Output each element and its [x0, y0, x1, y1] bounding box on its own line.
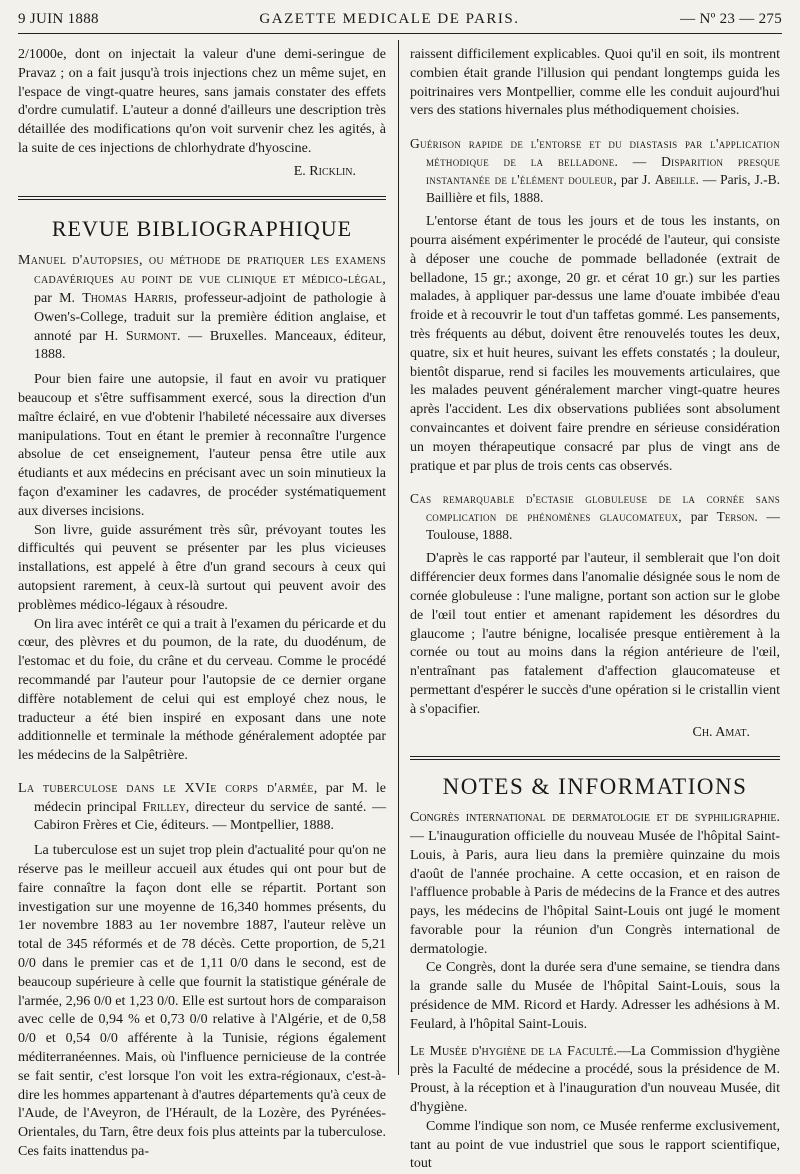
- section-rule: [410, 756, 780, 760]
- section-title-revue: REVUE BIBLIOGRAPHIQUE: [51, 215, 353, 241]
- column-divider: [398, 40, 399, 1075]
- news-title: Congrès international de dermatologie et de syphiligraphie.: [410, 810, 780, 826]
- news-item-congres: Congrès international de dermatologie et de syphiligraphie. — L'inauguration officielle du nouveau Musée de l'hôpital Saint-Louis, à Paris, aura lieu dans la première quinzaine du mois d'août de l'année prochaine. A cette occasion, et en raison de l'affluence probable à Paris de médecins de la France et des autres pays, les médecins de l'hôpital Saint-Louis ont jugé le moment favorable pour la réunion d'un Congrès international de dermatologie.: [410, 810, 780, 957]
- news-item-musee: Le Musée d'hygiène de la Faculté.—La Commission d'hygiène près la Faculté de médecine a procédé, sous la présidence de M. Proust, à la réception et à l'inauguration d'un nouveau Musée, dit d'hygiène.: [410, 1043, 780, 1116]
- body-paragraph: Comme l'indique son nom, ce Musée renferme exclusivement, tant au point de vue industriel que sous le rapport scientifique, tout: [410, 1118, 780, 1172]
- news-title: Le Musée d'hygiène de la Faculté.: [410, 1043, 617, 1059]
- right-column: [410, 46, 780, 1172]
- body-paragraph: Pour bien faire une autopsie, il faut en avoir vu pratiquer beaucoup et s'être suffisamment exercé, sous la direction d'un maître éclairé, en vue d'obtenir l'habileté nécessaire aux diverses manipulations. Tout en étant le premier à reconnaître l'urgence absolue de cet enseignement, l'auteur pensa être utile aux étudiants et aux médecins en précisant avec un soin minutieux la façon d'examiner les cadavres, de procéder systématiquement aux diverses incisions.: [18, 372, 386, 519]
- review-annotator: Surmont: [125, 328, 177, 344]
- issue-page-number: — Nº 23 — 275: [680, 11, 782, 27]
- review-author: Thomas Harris: [82, 290, 174, 306]
- body-paragraph: D'après le cas rapporté par l'auteur, il semblerait que l'on doit différencier deux formes dans l'anomalie désignée sous le nom de cornée globuleuse : l'une maligne, portant son action sur le globe de l'œil tout entier et amenant rapidement les désordres du glaucome ; l'autre bénigne, localisée presque entièrement à la cornée ou tout au moins dans la région antérieure de l'œil, n'entraînant pas fatalement d'affection glaucomateuse et permettant d'espérer le succès d'une opération si le cristallin vient à s'opacifier.: [410, 551, 780, 717]
- review-title: Manuel d'autopsies, ou méthode de pratiquer les examens cadavériques au point de vue clinique et médico-légal,: [18, 253, 386, 288]
- review-heading-ectasie: Cas remarquable d'ectasie globuleuse de la cornée sans complication de phénomènes glaucomateux, par Terson. — Toulouse, 1888.: [410, 491, 780, 543]
- body-paragraph: Son livre, guide assurément très sûr, prévoyant toutes les difficultés qui peuvent se présenter par les plus vicieuses installations, est appelé à être d'un grand secours à ceux qui autopsient rarement, à ceux-là surtout qui peuvent avoir des problèmes médico-légaux à résoudre.: [18, 522, 386, 613]
- body-paragraph: La tuberculose est un sujet trop plein d'actualité pour qu'on ne réserve pas le meilleur accueil aux études qui ont pour but de faire connaître la façon dont elle se répartit. Portant son investigation sur une moyenne de 16,340 hommes présents, du 1er novembre 1883 au 1er novembre 1887, l'auteur relève un total de 345 réformés et de 78 décès. Cette proportion, de 5,21 0/0 dans le premier cas et de 1,11 0/0 dans le second, est de beaucoup supérieure à celle que fournit la statistique générale de l'armée, 2,96 0/0 et 1,23 0/0. Elle est surtout hors de comparaison avec celle de 0,94 % et 0,73 0/0 relative à l'Algérie, et de 0,58 0/0 et 0,54 0/0 afférente à la Tunisie, régions également méditerranéennes. Mais, où l'influence pernicieuse de la contrée se fait sentir, c'est lorsque l'on voit les extra-régionaux, c'est-à-dire les hommes appartenant à d'autres départements qu'à ceux de l'Aude, de l'Aveyron, de l'Hérault, de la Lozère, des Pyrénées-Orientales, du Tarn, être deux fois plus atteints par la tuberculose. Ces faits inattendus pa-: [18, 843, 386, 1160]
- review-title: Cas remarquable d'ectasie globuleuse de la cornée sans complication de phénomènes glaucomateux,: [410, 491, 780, 525]
- review-heading-tuberculose: La tuberculose dans le XVIe corps d'armée, par M. le médecin principal Frilley, directeur du service de santé. — Cabiron Frères et Cie, éditeurs. — Montpellier, 1888.: [18, 780, 386, 834]
- section-title-notes: NOTES & INFORMATIONS: [442, 774, 748, 800]
- section-rule: [18, 196, 386, 200]
- review-title: La tuberculose dans le XVIe corps d'armée,: [18, 780, 318, 796]
- intro-signature: E. Ricklin.: [293, 163, 356, 179]
- review-heading-entorse: Guérison rapide de l'entorse et du diastasis par l'application méthodique de la belladone. — Disparition presque instantanée de l'élément douleur, par J. Abeille. — Paris, J.-B. Baillière et fils, 1888.: [410, 136, 780, 206]
- review-author: Abeille: [654, 172, 696, 188]
- journal-title: GAZETTE MEDICALE DE PARIS.: [259, 11, 520, 27]
- review-heading-manuel: Manuel d'autopsies, ou méthode de pratiquer les examens cadavériques au point de vue clinique et médico-légal, par M. Thomas Harris, professeur-adjoint de pathologie à Owen's-College, traduit sur la première édition anglaise, et annoté par H. Surmont. — Bruxelles. Manceaux, éditeur, 1888.: [18, 253, 387, 363]
- continued-paragraph: raissent difficilement explicables. Quoi qu'il en soit, ils montrent combien était grande l'illusion qui pendant longtemps guida les poitrinaires vers Montpellier, comme elle les conduit aujourd'hui vers des stations hivernales plus méthodiquement choisies.: [410, 47, 780, 119]
- review-author: Frilley: [142, 799, 186, 815]
- page-date: 9 JUIN 1888: [18, 11, 99, 27]
- review-signature: Ch. Amat.: [692, 724, 750, 740]
- body-paragraph: On lira avec intérêt ce qui a trait à l'examen du péricarde et du cœur, des plèvres et du poumon, de la rate, du duodénum, de l'estomac et du foie, du crâne et du cerveau. Comme le procédé recommandé par l'auteur pour l'autopsie de ce dernier organe diffère notablement de celui qui est employé chez nous, le traducteur a été bien inspiré en exposant dans une note additionnelle et terminale la méthode généralement adoptée par les médecins de la Salpêtrière.: [18, 616, 386, 764]
- header-rule: [18, 33, 782, 34]
- intro-paragraph: 2/1000e, dont on injectait la valeur d'une demi-seringue de Pravaz ; on a fait jusqu'à trois injections chez un même sujet, en l'espace de vingt-quatre heures, sans jamais constater des effets d'ordre cumulatif. L'auteur a donné d'ailleurs une description très détaillée des modifications qu'on voit survenir chez les agités, à la suite de ces injections de chlorhydrate d'hyoscine.: [18, 47, 386, 156]
- review-author: Terson: [716, 509, 755, 525]
- body-paragraph: Ce Congrès, dont la durée sera d'une semaine, se tiendra dans la grande salle du Musée de l'hôpital Saint-Louis, sous la présidence de MM. Ricord et Hardy. Adresser les adhésions à M. Feulard, à l'hôpital Saint-Louis.: [410, 960, 780, 1032]
- review-title: Guérison rapide de l'entorse et du diastasis par l'application méthodique de la belladone. — Disparition presque instantanée de l'élément douleur,: [410, 136, 780, 188]
- running-head: [18, 6, 782, 28]
- body-paragraph: L'entorse étant de tous les jours et de tous les instants, on pourra aisément expérimenter le procédé de l'auteur, qui consiste à déposer une couche de pommade belladonée (extrait de belladone, 15 gr.; axonge, 20 gr. et cérat 10 gr.) sur les parties malades, à appliquer par-dessus une lame d'ouate imbibée d'eau froide et à recouvrir le tout d'un taffetas gommé. Les pansements, très fréquents au début, doivent être renouvelés toutes les deux, quatre, six et huit heures, suivant les effets constatés ; la douleur, bientôt disparue, rend si faciles les mouvements articulaires, que les malades peuvent généralement marcher vingt-quatre heures après l'accident. Les dix observations publiées sont absolument convaincantes et doivent faire prendre en sérieuse considération un moyen thérapeutique consacré par plus de vingt ans de pratique et par plus de trois cents cas observés.: [410, 214, 780, 474]
- left-column: [18, 46, 387, 1160]
